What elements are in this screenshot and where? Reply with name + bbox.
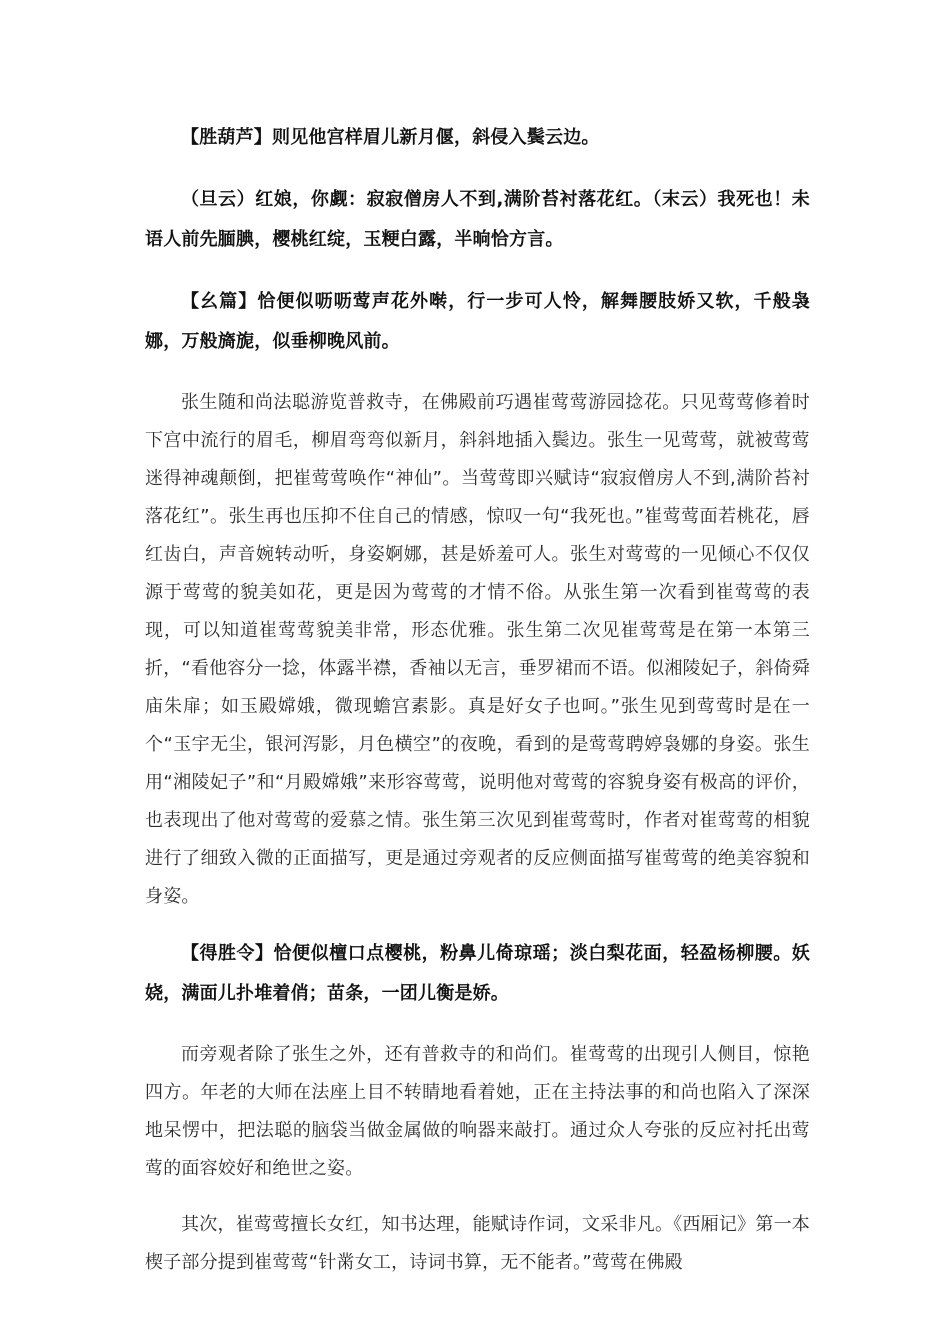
- verse-yaopian: 【幺篇】恰便似呖呖莺声花外啭，行一步可人怜，解舞腰肢娇又软，千般袅娜，万般旖旎，似垂柳晚风前。: [145, 291, 810, 352]
- verse-shenghulu: 【胜葫芦】则见他宫样眉儿新月偃，斜侵入鬓云边。: [181, 127, 600, 148]
- analysis-paragraph-onlookers: 而旁观者除了张生之外，还有普救寺的和尚们。崔莺莺的出现引人侧目，惊艳四方。年老的大师在法座上目不转睛地看着她，正在主持法事的和尚也陷入了深深地呆愣中，把法聪的脑袋当做金属做的响器来敲打。通过众人夸张的反应衬托出莺莺的面容姣好和绝世之姿。: [145, 1044, 810, 1179]
- analysis-paragraph-talent: 其次，崔莺莺擅长女红，知书达理，能赋诗作词，文采非凡。《西厢记》第一本楔子部分提到崔莺莺“针黹女工，诗词书算，无不能者。”莺莺在佛殿: [145, 1214, 810, 1273]
- analysis-paragraph-first-meeting: 张生随和尚法聪游览普救寺，在佛殿前巧遇崔莺莺游园捻花。只见莺莺修着时下宫中流行的眉毛，柳眉弯弯似新月，斜斜地插入鬓边。张生一见莺莺，就被莺莺迷得神魂颠倒，把崔莺莺唤作“神仙”。当莺莺即兴赋诗“寂寂僧房人不到,满阶苔衬落花红”。张生再也压抑不住自己的情感，惊叹一句“我死也。”崔莺莺面若桃花，唇红齿白，声音婉转动听，身姿婀娜，甚是娇羞可人。张生对莺莺的一见倾心不仅仅源于莺莺的貌美如花，更是因为莺莺的才情不俗。从张生第一次看到崔莺莺的表现，可以知道崔莺莺貌美非常，形态优雅。张生第二次见崔莺莺是在第一本第三折，“看他容分一捻，体露半襟，香袖以无言，垂罗裙而不语。似湘陵妃子，斜倚舜庙朱扉；如玉殿嫦娥，微现蟾宫素影。真是好女子也呵。”张生见到莺莺时是在一个“玉宇无尘，银河泻影，月色横空”的夜晚，看到的是莺莺聘婷袅娜的身姿。张生用“湘陵妃子”和“月殿嫦娥”来形容莺莺，说明他对莺莺的容貌身姿有极高的评价，也表现出了他对莺莺的爱慕之情。张生第三次见到崔莺莺时，作者对崔莺莺的相貌进行了细致入微的正面描写，更是通过旁观者的反应侧面描写崔莺莺的绝美容貌和身姿。: [145, 392, 810, 907]
- dialogue-hongniang: （旦云）红娘，你觑：寂寂僧房人不到,满阶苔衬落花红。（末云）我死也！未语人前先腼腆，樱桃红绽，玉粳白露，半晌恰方言。: [145, 189, 810, 250]
- document-body: [145, 118, 810, 1282]
- verse-deshengling: 【得胜令】恰便似檀口点樱桃，粉鼻儿倚琼瑶；淡白梨花面，轻盈杨柳腰。妖娆，满面儿扑堆着俏；苗条，一团儿衡是娇。: [145, 943, 810, 1004]
